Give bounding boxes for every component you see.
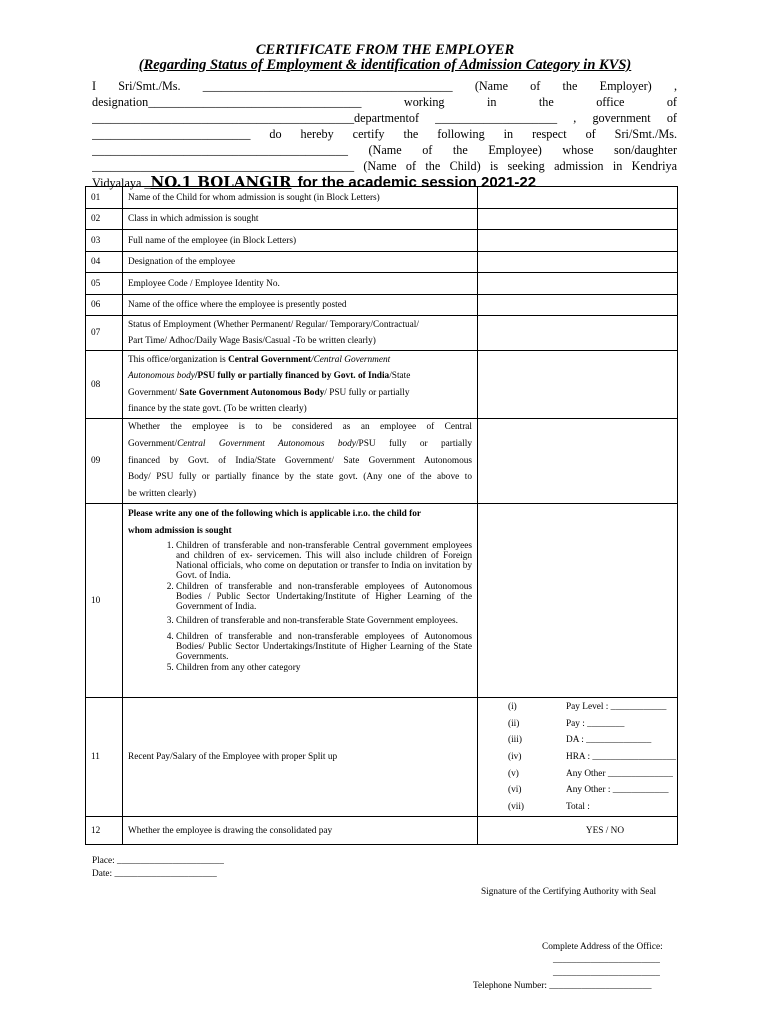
pay-item	[478, 716, 677, 733]
intro-line-2: designation___________________________________ working in the office of	[92, 95, 677, 109]
row-heading: Please write any one of the following which is applicable i.r.o. the child for	[128, 509, 422, 519]
pay-item-number: (v)	[508, 768, 519, 779]
address-line-2[interactable]: _______________________	[553, 968, 660, 978]
table-row	[86, 187, 678, 209]
pay-item	[478, 765, 677, 782]
answer-field[interactable]	[478, 252, 678, 273]
row-number: 04	[86, 252, 123, 273]
pay-item-field[interactable]: Total :	[566, 801, 590, 812]
row-heading: whom admission is sought	[128, 525, 232, 536]
row-number: 06	[86, 295, 123, 316]
intro-line-5: __________________________________________ (Name of the Employee) whose son/daughter	[92, 143, 677, 157]
row-label: Employee Code / Employee Identity No.	[123, 273, 478, 295]
signature-label: Signature of the Certifying Authority with Seal	[481, 887, 657, 897]
list-item: 5. Children from any other category	[176, 663, 472, 673]
page-title: CERTIFICATE FROM THE EMPLOYER	[255, 42, 515, 58]
text-run-italic: Autonomous body	[128, 371, 195, 381]
text-run-bold: /PSU fully or partially financed by Govt. of India	[194, 371, 390, 381]
yes-no-field[interactable]: YES / NO	[478, 817, 678, 845]
table-row	[86, 316, 678, 351]
text-run: /State	[389, 371, 411, 381]
answer-field[interactable]	[478, 351, 678, 419]
pay-item-field[interactable]: Any Other ______________	[566, 768, 673, 779]
table-row	[86, 351, 678, 419]
row-label	[123, 316, 478, 351]
telephone-field[interactable]: Telephone Number: ______________________	[473, 981, 652, 991]
list-item: 2. Children of transferable and non-transferable employees of Autonomous Bodies / Public Sector Undertaking/Institute of Higher Learning of the Government of India.	[176, 582, 472, 612]
pay-item-number: (ii)	[508, 718, 520, 729]
date-field[interactable]: Date: ______________________	[92, 869, 217, 879]
pay-item	[478, 798, 677, 815]
text-run: This office/organization is	[128, 354, 229, 365]
row-label-line	[128, 385, 472, 402]
intro-line-6: ___________________________________________ (Name of the Child) is seeking admission in Kendriya	[92, 159, 677, 173]
answer-field[interactable]	[478, 419, 678, 504]
table-row	[86, 504, 678, 698]
pay-item-field[interactable]: Pay : ________	[566, 718, 625, 729]
row-label	[123, 504, 478, 698]
row-number: 09	[86, 419, 123, 504]
pay-item-number: (iv)	[508, 752, 522, 762]
table-row	[86, 817, 678, 845]
certificate-table	[85, 186, 678, 845]
vidyalaya-prefix: Vidyalaya _	[92, 176, 151, 190]
pay-item-number: (vi)	[508, 785, 522, 796]
pay-item-field[interactable]: HRA : __________________	[566, 752, 677, 762]
row-label-line: finance by the state govt. (To be written clearly)	[128, 404, 307, 414]
row-number: 08	[86, 351, 123, 419]
row-number: 11	[86, 698, 123, 817]
intro-line-4: __________________________ do hereby certify the following in respect of Sri/Smt./Ms.	[92, 127, 677, 141]
pay-item	[478, 782, 677, 799]
row-label-line: Part Time/ Adhoc/Daily Wage Basis/Casual -To be written clearly)	[128, 336, 376, 346]
pay-item	[478, 749, 677, 766]
address-label: Complete Address of the Office:	[542, 942, 663, 952]
pay-split-cell	[478, 698, 678, 817]
list-item: 1. Children of transferable and non-transferable Central government employees and children of ex- servicemen. This will also include children of Foreign National officials, who come on deputation or transfer to India on invitation by Govt. of India.	[176, 541, 472, 581]
row-label: Full name of the employee (in Block Letters)	[123, 230, 478, 252]
text-run-italic: /Central Government	[310, 354, 391, 365]
row-number: 10	[86, 504, 123, 698]
row-label: Class in which admission is sought	[123, 209, 478, 230]
row-label: Name of the office where the employee is presently posted	[123, 295, 478, 316]
table-row	[86, 230, 678, 252]
school-name: NO.1 BOLANGIR	[150, 173, 292, 191]
text-run-bold: Sate Government Autonomous Body	[179, 387, 325, 398]
pay-item-number: (vii)	[508, 801, 525, 812]
text-run: Government/	[128, 438, 178, 449]
row-number: 01	[86, 187, 123, 209]
pay-item	[478, 732, 677, 749]
answer-field[interactable]	[478, 504, 678, 698]
list-item: 4. Children of transferable and non-transferable employees of Autonomous Bodies/ Public Sector Undertakings/Institute of Higher Learning of the State Governments.	[176, 632, 472, 662]
page-subtitle: (Regarding Status of Employment & identification of Admission Category in KVS)	[138, 57, 632, 73]
table-row	[86, 273, 678, 295]
row-label-line	[128, 352, 472, 369]
pay-item-field[interactable]: Pay Level : ____________	[566, 702, 667, 713]
row-label-line: Whether the employee is to be considered as an employee of Central	[128, 422, 472, 432]
row-label	[123, 351, 478, 419]
text-run: /PSU fully or partially	[355, 438, 472, 449]
table-row	[86, 252, 678, 273]
row-label-line: be written clearly)	[128, 489, 197, 500]
row-label: Designation of the employee	[123, 252, 478, 273]
row-number: 05	[86, 273, 123, 295]
answer-field[interactable]	[478, 209, 678, 230]
row-number: 02	[86, 209, 123, 230]
answer-field[interactable]	[478, 273, 678, 295]
pay-item	[478, 699, 677, 716]
row-label-line	[128, 368, 472, 385]
answer-field[interactable]	[478, 230, 678, 252]
intro-line-3: ___________________________________________departmentof ____________________ , government of	[92, 111, 677, 125]
row-label-line: Status of Employment (Whether Permanent/ Regular/ Temporary/Contractual/	[128, 319, 419, 330]
intro-line-1: I Sri/Smt./Ms. _________________________________________ (Name of the Employer) ,	[92, 79, 677, 93]
text-run-italic: Central Government Autonomous body	[177, 438, 356, 449]
pay-item-field[interactable]: Any Other : ____________	[566, 785, 669, 796]
row-label: Whether the employee is drawing the consolidated pay	[123, 817, 478, 845]
address-line-1[interactable]: _______________________	[553, 955, 660, 965]
answer-field[interactable]	[478, 187, 678, 209]
pay-item-field[interactable]: DA : ______________	[566, 735, 652, 746]
table-row	[86, 209, 678, 230]
table-row	[86, 419, 678, 504]
row-label: Recent Pay/Salary of the Employee with proper Split up	[123, 698, 478, 817]
list-item: 3. Children of transferable and non-transferable State Government employees.	[176, 613, 472, 629]
session-text: for the academic session 2021-22	[297, 174, 537, 191]
row-label-line: Body/ PSU fully or partially finance by the state govt. (Any one of the above to	[128, 472, 472, 483]
table-row	[86, 698, 678, 817]
answer-field[interactable]	[478, 295, 678, 316]
text-run: Government/	[128, 387, 180, 398]
row-number: 07	[86, 316, 123, 351]
row-label: Name of the Child for whom admission is sought (in Block Letters)	[123, 187, 478, 209]
text-run-bold: Central Government	[228, 354, 311, 365]
text-run: / PSU fully or partially	[324, 387, 410, 398]
row-label	[123, 419, 478, 504]
place-field[interactable]: Place: _______________________	[92, 856, 224, 866]
row-label-line: financed by Govt. of India/State Government/ Sate Government Autonomous	[128, 455, 472, 466]
pay-item-number: (iii)	[508, 735, 522, 746]
row-number: 03	[86, 230, 123, 252]
row-number: 12	[86, 817, 123, 845]
pay-item-number: (i)	[508, 702, 517, 713]
row-label-line	[128, 436, 472, 453]
category-list	[128, 541, 472, 673]
answer-field[interactable]	[478, 316, 678, 351]
table-row	[86, 295, 678, 316]
